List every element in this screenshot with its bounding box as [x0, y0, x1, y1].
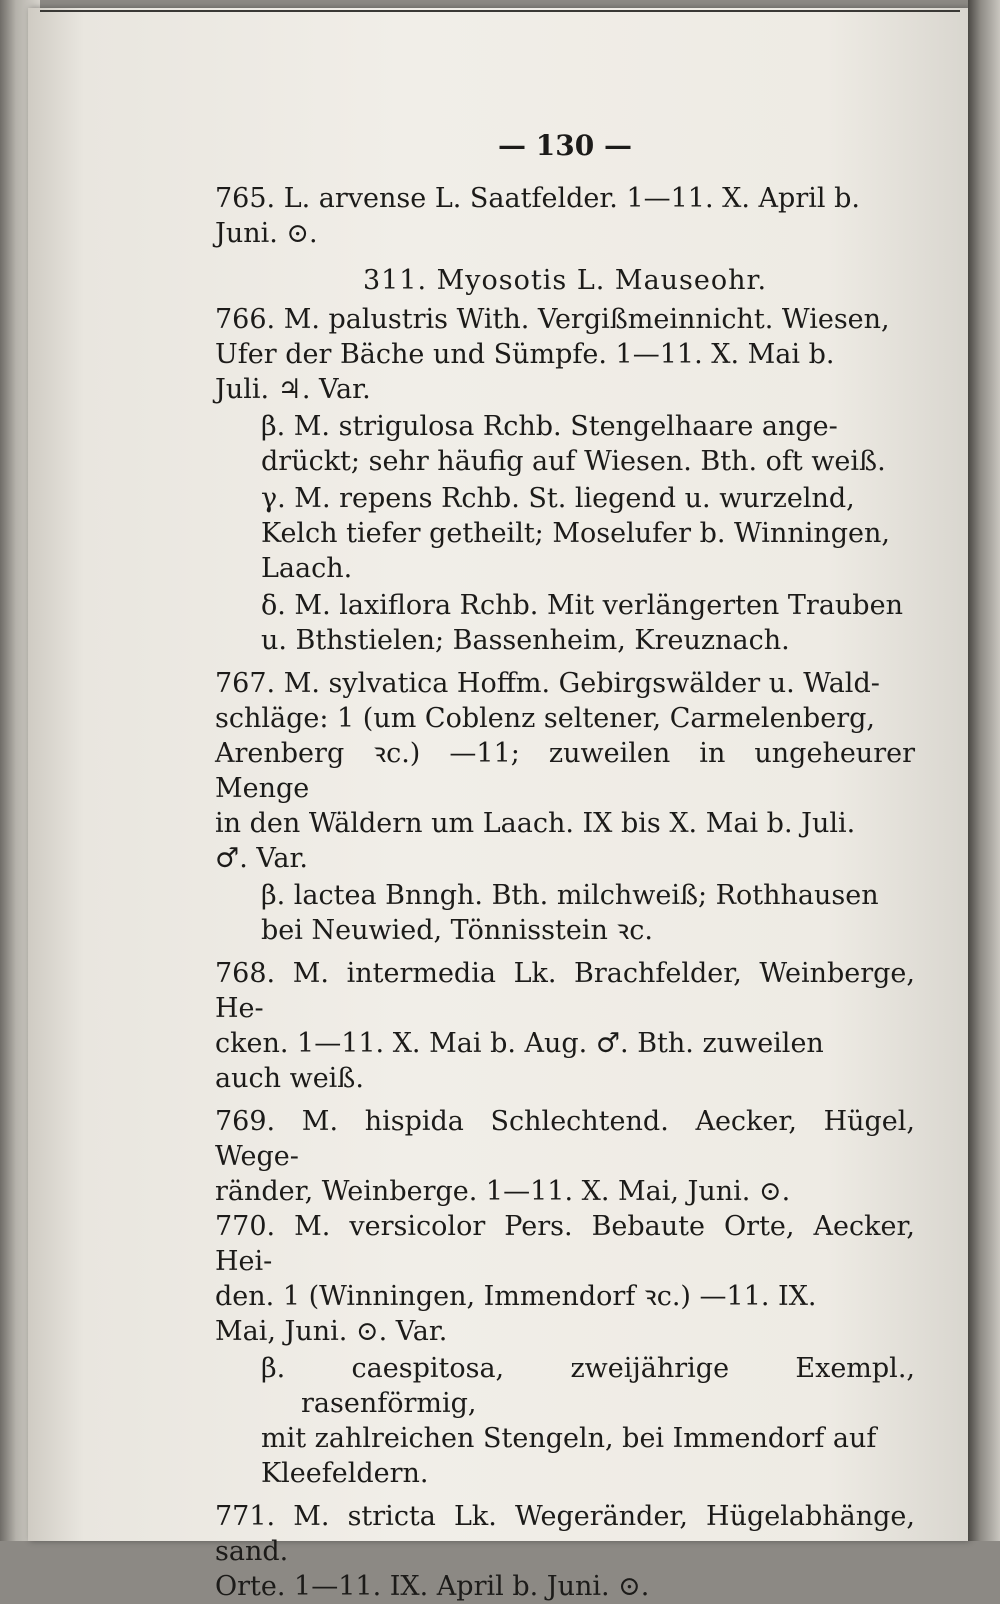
- entry-line: auch weiß.: [215, 1063, 364, 1094]
- variety-line: γ. M. repens Rchb. St. liegend u. wurzelnd,: [261, 483, 855, 514]
- variety-line: u. Bthstielen; Bassenheim, Kreuznach.: [261, 625, 790, 656]
- page-content: [215, 128, 915, 1604]
- entry-line: 767. M. sylvatica Hoffm. Gebirgswälder u. Wald-: [215, 668, 880, 699]
- entry-line: 770. M. versicolor Pers. Bebaute Orte, Aecker, Hei-: [215, 1211, 915, 1277]
- entry-line: ränder, Weinberge. 1—11. X. Mai, Juni. ⊙.: [215, 1176, 791, 1207]
- entry-line: Mai, Juni. ⊙. Var.: [215, 1316, 448, 1347]
- variety-line: β. M. strigulosa Rchb. Stengelhaare ange-: [261, 411, 838, 442]
- entry-line: Orte. 1—11. IX. April b. Juni. ⊙.: [215, 1571, 650, 1602]
- variety-delta-laxiflora: [215, 588, 915, 658]
- page-edge-right: [968, 0, 1000, 1541]
- entry-line: Juni. ⊙.: [215, 218, 318, 249]
- entry-line: Arenberg ꝛc.) —11; zuweilen in ungeheurer Menge: [215, 738, 915, 804]
- entry-line: 765. L. arvense L. Saatfelder. 1—11. X. April b.: [215, 183, 860, 214]
- entry-770: [215, 1209, 915, 1349]
- variety-line: bei Neuwied, Tönnisstein ꝛc.: [261, 915, 653, 946]
- entry-line: 769. M. hispida Schlechtend. Aecker, Hügel, Wege-: [215, 1106, 915, 1172]
- variety-gamma-repens: [215, 481, 915, 586]
- variety-line: δ. M. laxiflora Rchb. Mit verlängerten Trauben: [261, 590, 903, 621]
- variety-line: Kelch tiefer getheilt; Moselufer b. Winningen,: [261, 518, 890, 549]
- entry-line: den. 1 (Winningen, Immendorf ꝛc.) —11. IX.: [215, 1281, 817, 1312]
- entry-line: in den Wäldern um Laach. IX bis X. Mai b. Juli.: [215, 808, 856, 839]
- variety-beta-strigulosa: [215, 409, 915, 479]
- variety-line: β. caespitosa, zweijährige Exempl., rasenförmig,: [261, 1353, 915, 1419]
- entry-line: 771. M. stricta Lk. Wegeränder, Hügelabhänge, sand.: [215, 1501, 915, 1567]
- variety-line: β. lactea Bnngh. Bth. milchweiß; Rothhausen: [261, 880, 879, 911]
- variety-line: Laach.: [261, 553, 353, 584]
- top-rule: [40, 10, 960, 12]
- variety-line: Kleefeldern.: [261, 1458, 429, 1489]
- entry-771: [215, 1499, 915, 1604]
- variety-beta-caespitosa: [215, 1351, 915, 1491]
- entry-768: [215, 956, 915, 1096]
- entry-767: [215, 666, 915, 876]
- entry-line: 768. M. intermedia Lk. Brachfelder, Weinberge, He-: [215, 958, 915, 1024]
- entry-line: ♂. Var.: [215, 843, 309, 874]
- entry-line: cken. 1—11. X. Mai b. Aug. ♂. Bth. zuweilen: [215, 1028, 824, 1059]
- variety-line: drückt; sehr häufig auf Wiesen. Bth. oft weiß.: [261, 446, 886, 477]
- entry-line: schläge: 1 (um Coblenz seltener, Carmelenberg,: [215, 703, 875, 734]
- page-number: — 130 —: [498, 129, 632, 162]
- variety-beta-lactea: [215, 878, 915, 948]
- entry-766: [215, 302, 915, 407]
- entry-line: 766. M. palustris With. Vergißmeinnicht. Wiesen,: [215, 304, 890, 335]
- entry-765: [215, 181, 915, 251]
- variety-line: mit zahlreichen Stengeln, bei Immendorf auf: [261, 1423, 877, 1454]
- entry-line: Ufer der Bäche und Sümpfe. 1—11. X. Mai b.: [215, 339, 835, 370]
- entry-line: Juli. ♃. Var.: [215, 374, 371, 405]
- genus-heading: 311. Myosotis L. Mauseohr.: [362, 265, 768, 296]
- entry-769: [215, 1104, 915, 1209]
